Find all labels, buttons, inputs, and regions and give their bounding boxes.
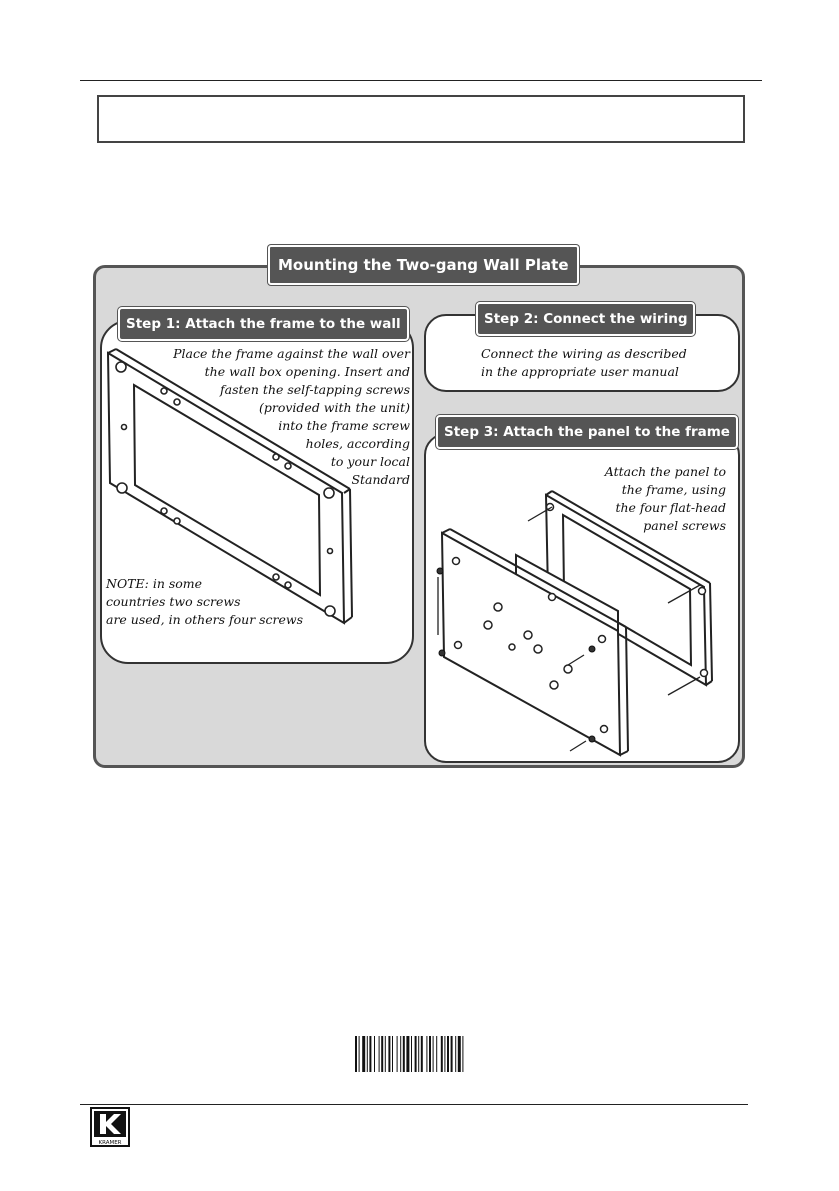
step1-line: (provided with the unit) xyxy=(258,400,410,415)
barcode-bar xyxy=(426,1036,427,1072)
step2-tab: Step 2: Connect the wiring xyxy=(476,302,695,336)
barcode-bar xyxy=(369,1036,371,1072)
step1-line: to your local xyxy=(330,454,410,469)
notice-box xyxy=(97,95,745,143)
step1-line: fasten the self-tapping screws xyxy=(219,382,410,397)
barcode-bar xyxy=(406,1036,409,1072)
barcode-bar xyxy=(436,1036,437,1072)
step1-instructions xyxy=(140,345,410,489)
note-line: countries two screws xyxy=(106,594,241,609)
note-line: NOTE: in some xyxy=(106,576,203,591)
logo-text: KRAMER xyxy=(98,1140,122,1146)
barcode-bar xyxy=(418,1036,419,1072)
step2-line: Connect the wiring as described xyxy=(481,346,687,361)
step1-line: Place the frame against the wall over xyxy=(173,346,410,361)
barcode-bar xyxy=(379,1036,380,1072)
diagram-title: Mounting the Two-gang Wall Plate xyxy=(268,245,579,285)
barcode-bar xyxy=(388,1036,390,1072)
barcode-bar xyxy=(458,1036,461,1072)
barcode-bar xyxy=(403,1036,405,1072)
barcode-bar xyxy=(400,1036,401,1072)
step3-line: Attach the panel to xyxy=(604,464,726,479)
step1-note xyxy=(106,575,326,629)
step2-line: in the appropriate user manual xyxy=(481,364,679,379)
step1-line: the wall box opening. Insert and xyxy=(204,364,410,379)
barcode-bar xyxy=(429,1036,431,1072)
note-line: are used, in others four screws xyxy=(106,612,304,627)
step3-line: the four flat-head xyxy=(615,500,726,515)
barcode-bar xyxy=(381,1036,383,1072)
barcode-bar xyxy=(462,1036,463,1072)
step1-line: Standard xyxy=(351,472,410,487)
barcode-bar xyxy=(359,1036,360,1072)
step1-line: holes, according xyxy=(305,436,410,451)
barcode-bar xyxy=(447,1036,449,1072)
barcode-bar xyxy=(451,1036,453,1072)
step3-line: the frame, using xyxy=(621,482,726,497)
kramer-logo xyxy=(90,1107,130,1147)
barcode-bar xyxy=(415,1036,417,1072)
step2-instructions xyxy=(481,345,731,381)
barcode-bar xyxy=(421,1036,423,1072)
barcode-bar xyxy=(433,1036,434,1072)
step3-instructions xyxy=(560,463,726,535)
barcode-bar xyxy=(392,1036,393,1072)
barcode-bar xyxy=(355,1036,357,1072)
header-rule xyxy=(80,80,762,81)
step1-line: into the frame screw xyxy=(278,418,410,433)
barcode-bar xyxy=(385,1036,386,1072)
barcode-bar xyxy=(397,1036,398,1072)
barcode-bar xyxy=(374,1036,375,1072)
barcode-bar xyxy=(411,1036,412,1072)
step3-line: panel screws xyxy=(643,518,726,533)
barcode-bar xyxy=(455,1036,456,1072)
barcode xyxy=(355,1036,510,1076)
barcode-bar xyxy=(362,1036,365,1072)
step3-tab: Step 3: Attach the panel to the frame xyxy=(436,415,738,449)
barcode-bar xyxy=(441,1036,443,1072)
footer-rule xyxy=(80,1104,748,1105)
barcode-bar xyxy=(367,1036,368,1072)
step1-tab: Step 1: Attach the frame to the wall xyxy=(118,307,409,341)
barcode-bar xyxy=(444,1036,445,1072)
